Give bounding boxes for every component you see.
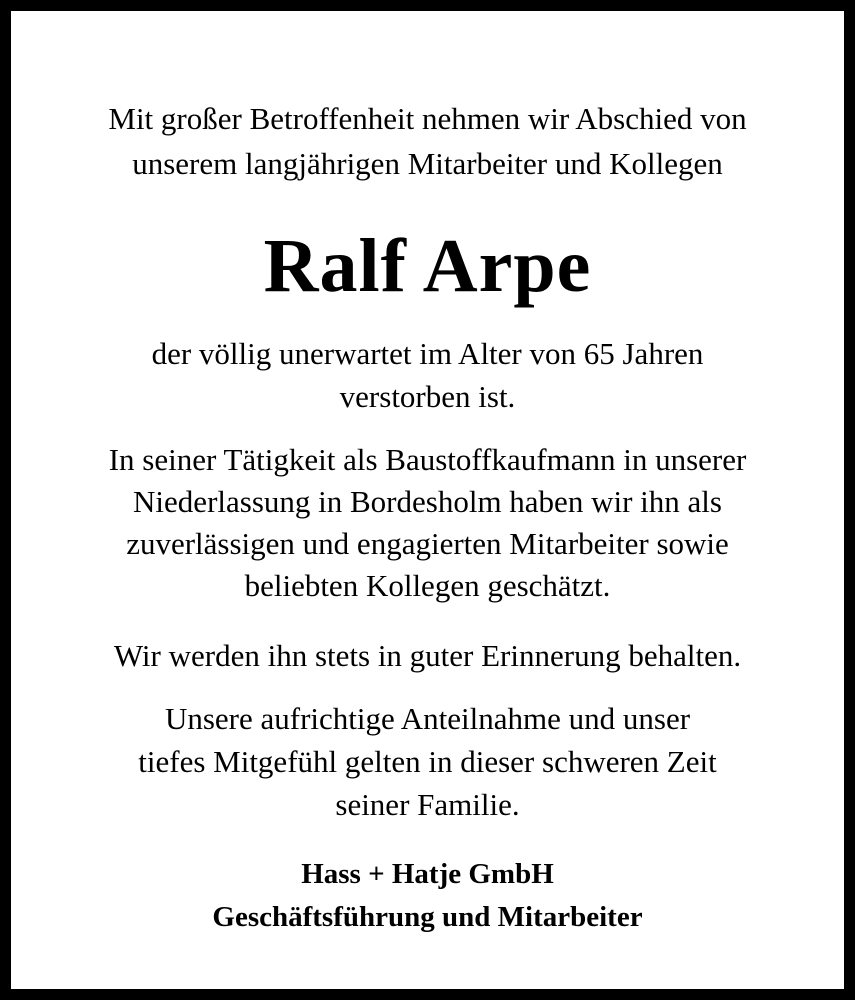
sympathy-line: seiner Familie. — [335, 787, 520, 822]
career-line: beliebten Kollegen geschätzt. — [244, 568, 611, 603]
career-text — [22, 439, 833, 607]
memory-line: Wir werden ihn stets in guter Erinnerung behalten. — [113, 638, 742, 673]
sympathy-text — [22, 697, 833, 826]
sympathy-line: tiefes Mitgefühl gelten in dieser schweren Zeit — [138, 744, 717, 779]
career-line: zuverlässigen und engagierten Mitarbeiter sowie — [126, 526, 729, 561]
memory-text — [22, 634, 833, 678]
signature — [22, 853, 833, 939]
intro-line: Mit großer Betroffenheit nehmen wir Abschied von — [108, 101, 747, 136]
career-line: Niederlassung in Bordesholm haben wir ihn als — [133, 484, 722, 519]
signature-company: Hass + Hatje GmbH — [301, 858, 554, 890]
deceased-name: Ralf Arpe — [263, 224, 592, 308]
career-line: In seiner Tätigkeit als Baustoffkaufmann in unserer — [108, 442, 747, 477]
intro-line: unserem langjährigen Mitarbeiter und Kollegen — [132, 146, 723, 181]
death-line: verstorben ist. — [339, 379, 516, 414]
intro-text — [22, 96, 833, 186]
death-line: der völlig unerwartet im Alter von 65 Jahren — [151, 336, 704, 371]
death-text — [22, 332, 833, 418]
signature-group: Geschäftsführung und Mitarbeiter — [212, 901, 643, 933]
sympathy-line: Unsere aufrichtige Anteilnahme und unser — [164, 701, 691, 736]
